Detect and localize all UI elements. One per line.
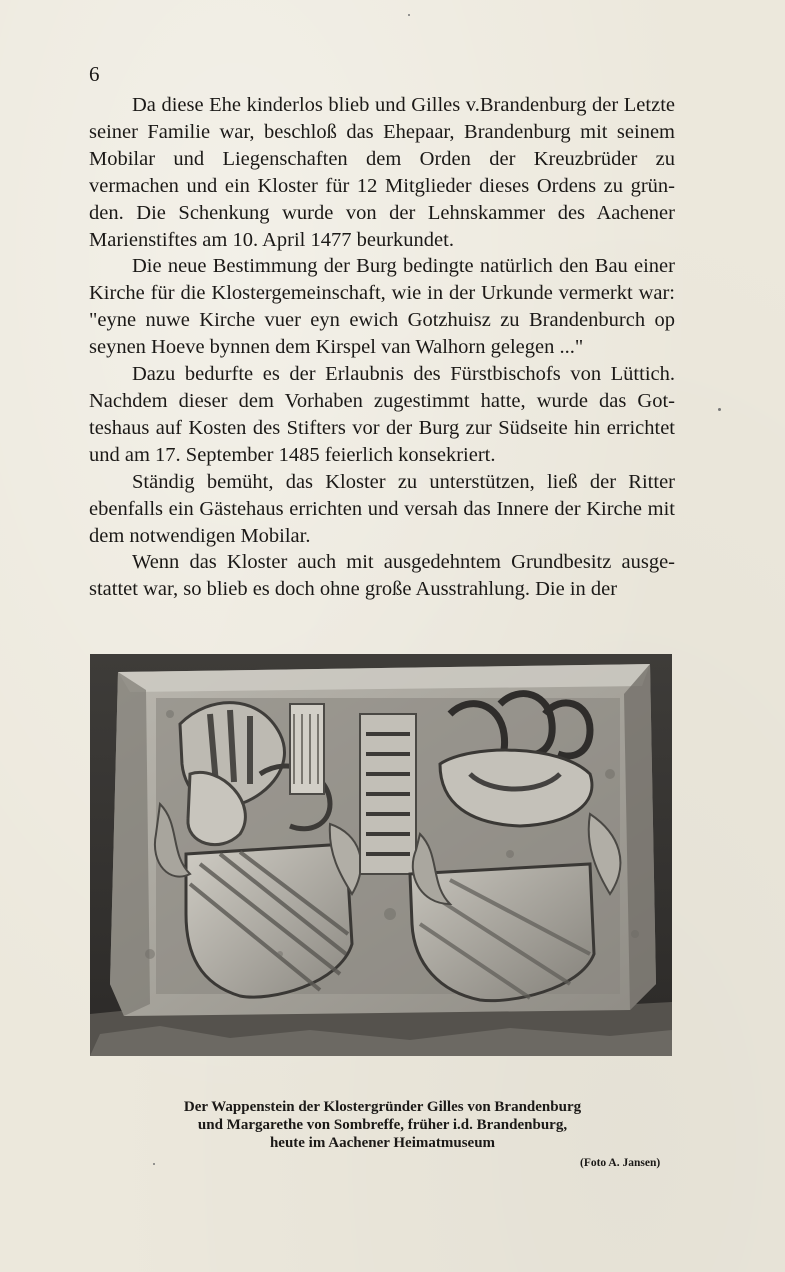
figure-caption: [90, 1098, 675, 1152]
paper-speck: [718, 408, 721, 411]
caption-line: Der Wappenstein der Klostergründer Gilles von Brandenburg: [183, 1099, 582, 1115]
photo-credit: (Foto A. Jansen): [580, 1157, 661, 1169]
paper-speck: [408, 14, 410, 16]
paragraph: Da diese Ehe kinderlos blieb und Gilles v.Brandenburg der Letzte seiner Familie war, beschloß das Ehepaar, Brandenburg mit seinem Mobilar und Liegenschaften dem Orden der Kreuzbrüder zu vermachen und ein Kloster für 12 Mitglieder dieses Ordens zu gründen. Die Schenkung wurde von der Lehnskammer des Aachener Marienstiftes am 10. April 1477 beurkundet.: [89, 94, 675, 251]
caption-line: heute im Aachener Heimatmuseum: [269, 1135, 496, 1151]
caption-line: und Margarethe von Sombreffe, früher i.d. Brandenburg,: [197, 1117, 568, 1133]
paragraph: Wenn das Kloster auch mit ausgedehntem Grundbesitz ausgestattet war, so blieb es doch ohne große Ausstrahlung. Die in der: [89, 551, 675, 601]
coat-of-arms-stone-photo: [90, 654, 672, 1056]
paragraph: Dazu bedurfte es der Erlaubnis des Fürstbischofs von Lüttich. Nachdem dieser dem Vorhaben zugestimmt hatte, wurde das Gotteshaus auf Kosten des Stifters vor der Burg zur Südseite hin errichtet und am 17. September 1485 feierlich konsekriert.: [89, 363, 675, 466]
paragraph: Ständig bemüht, das Kloster zu unterstützen, ließ der Ritter ebenfalls ein Gästehaus errichten und versah das Innere der Kirche mit dem notwendigen Mobilar.: [89, 470, 675, 547]
page-number: 6: [89, 62, 100, 86]
paragraph: Die neue Bestimmung der Burg bedingte natürlich den Bau einer Kirche für die Klostergemeinschaft, wie in der Urkunde vermerkt war: "eyne nuwe Kirche vuer eyn ewich Gotzhuisz zu Brandenburch op seynen Hoeve bynnen dem Kirspel van Walhorn gelegen ...": [89, 255, 675, 359]
stone-relief-illustration: [90, 654, 672, 1056]
paper-speck: [153, 1163, 155, 1165]
body-text: [89, 92, 675, 603]
